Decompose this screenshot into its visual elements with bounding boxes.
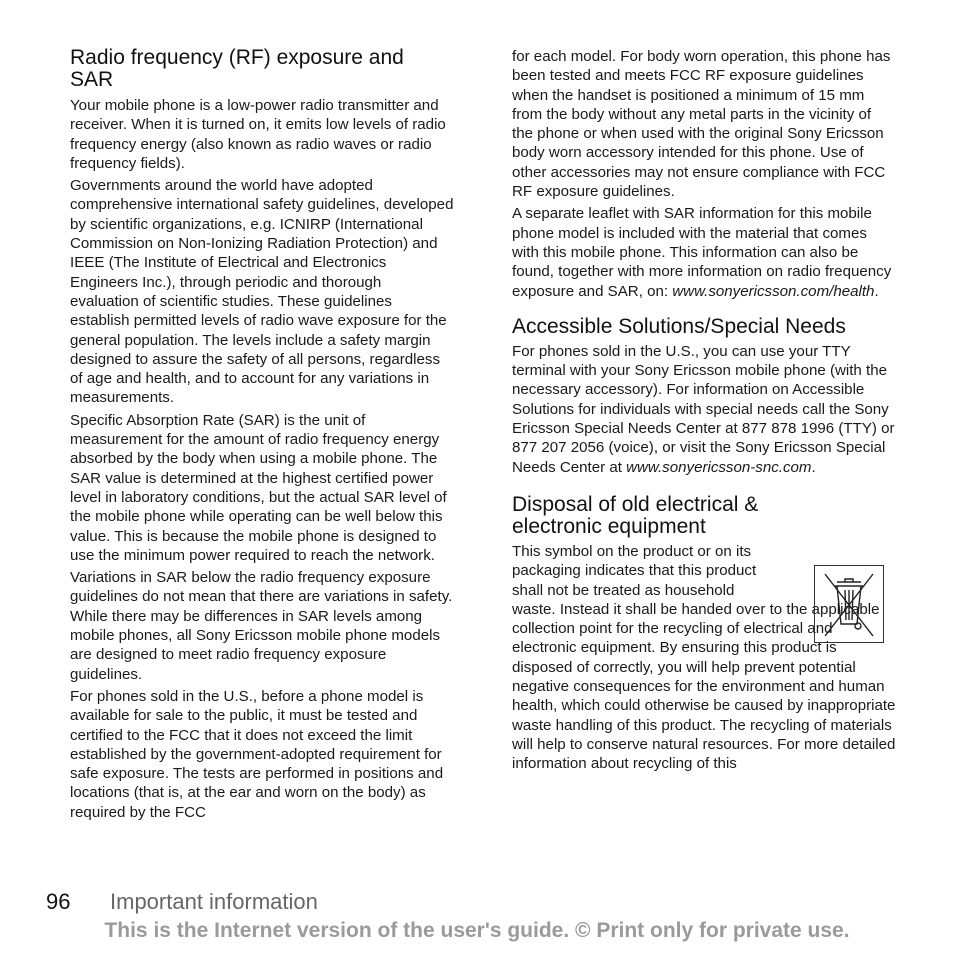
- disposal-heading: Disposal of old electrical & electronic equipment: [512, 492, 759, 538]
- section-title: Important information: [110, 889, 318, 914]
- disposal-rest: waste. Instead it shall be handed over to the applicable collection point for the recycling of electrical and electronic equipment. By ensuring this product is disposed of correctly, you will help prevent potential negative consequences for the environment and human health, which could otherwise be caused by inappropriate waste handling of this product. The recycling of materials will help to conserve natural resources. For more detailed information about recycling of this: [512, 600, 896, 773]
- disposal-line-3: shall not be treated as household: [512, 581, 735, 599]
- sar-leaflet-paragraph: A separate leaflet with SAR information for this mobile phone model is included with the material that comes with this mobile phone. This information can also be found, together with more information on radio frequency exposure and SAR, on: www.sonyericsson.com/health.: [512, 205, 892, 300]
- disposal-line-2: packaging indicates that this product: [512, 562, 757, 580]
- disposal-line-1: This symbol on the product or on its: [512, 542, 752, 560]
- rf-paragraph-4: Variations in SAR below the radio frequency exposure guidelines do not mean that there are variations in safety. While there may be differences in SAR levels among mobile phones, all Sony Ericsson mobile phone models are designed to meet radio frequency exposure guidelines.: [70, 569, 453, 683]
- rf-paragraph-2: Governments around the world have adopted comprehensive international safety guidelines, developed by scientific organizations, e.g. ICNIRP (International Commission on Non-Ionizing Radiation Protection) and IEEE (The Institute of Electrical and Electronics Engineers Inc.), through periodic and thorough evaluation of scientific studies. These guidelines establish permitted levels of radio wave exposure for the general population. The levels include a safety margin designed to assure the safety of all persons, regardless of age and health, and to account for any variations in measurements.: [70, 177, 454, 407]
- accessible-solutions-paragraph: For phones sold in the U.S., you can use your TTY terminal with your Sony Ericsson mobile phone (with the necessary accessory). For information on Accessible Solutions for individuals with special needs call the Sony Ericsson Special Needs Center at 877 878 1996 (TTY) or 877 207 2056 (voice), or visit the Sony Ericsson Special Needs Center at www.sonyericsson-snc.com.: [512, 342, 895, 476]
- rf-paragraph-3: Specific Absorption Rate (SAR) is the unit of measurement for the amount of radio frequency energy absorbed by the body when using a mobile phone. The SAR value is determined at the highest certified power level in laboratory conditions, but the actual SAR level of the mobile phone while operating can be well below this value. This is because the mobile phone is designed to use the minimum power required to reach the network.: [70, 411, 447, 564]
- health-link[interactable]: www.sonyericsson.com/health: [672, 282, 875, 300]
- accessible-solutions-heading: Accessible Solutions/Special Needs: [512, 314, 846, 338]
- rf-exposure-heading: Radio frequency (RF) exposure and SAR: [70, 46, 404, 91]
- rf-paragraph-5: For phones sold in the U.S., before a phone model is available for sale to the public, it must be tested and certified to the FCC that it does not exceed the limit established by the government-adopted requirement for safe exposure. The tests are performed in positions and locations (that is, at the ear and worn on the body) as required by the FCC: [70, 687, 444, 821]
- left-column: [70, 0, 454, 822]
- sar-leaflet-text: A separate leaflet with SAR information for this mobile phone model is included with the material that comes with this mobile phone. This information can also be found, together with more information on radio frequency exposure and SAR, on:: [512, 205, 892, 300]
- body-worn-paragraph: for each model. For body worn operation, this phone has been tested and meets FCC RF exposure guidelines when the handset is positioned a minimum of 15 mm from the body without any metal parts in the vicinity of the phone or when used with the original Sony Ericsson body worn accessory intended for this phone. Use of other accessories may not ensure compliance with FCC RF exposure guidelines.: [512, 48, 891, 201]
- wheelie-bin-graphic: [815, 566, 883, 642]
- accessible-solutions-text: For phones sold in the U.S., you can use your TTY terminal with your Sony Ericsson mobile phone (with the necessary accessory). For information on Accessible Solutions for individuals with special needs call the Sony Ericsson Special Needs Center at 877 878 1996 (TTY) or 877 207 2056 (voice), or visit the Sony Ericsson Special Needs Center at: [512, 342, 895, 476]
- snc-link[interactable]: www.sonyericsson-snc.com: [626, 458, 812, 476]
- page-number: 96: [46, 889, 71, 914]
- crossed-out-wheelie-bin-icon: [814, 565, 884, 643]
- rf-paragraph-1: Your mobile phone is a low-power radio transmitter and receiver. When it is turned on, it emits low levels of radio frequency energy (also known as radio waves or radio frequency fields).: [70, 97, 446, 172]
- internet-version-watermark: This is the Internet version of the user's guide. © Print only for private use.: [104, 919, 850, 942]
- right-column: [512, 0, 896, 774]
